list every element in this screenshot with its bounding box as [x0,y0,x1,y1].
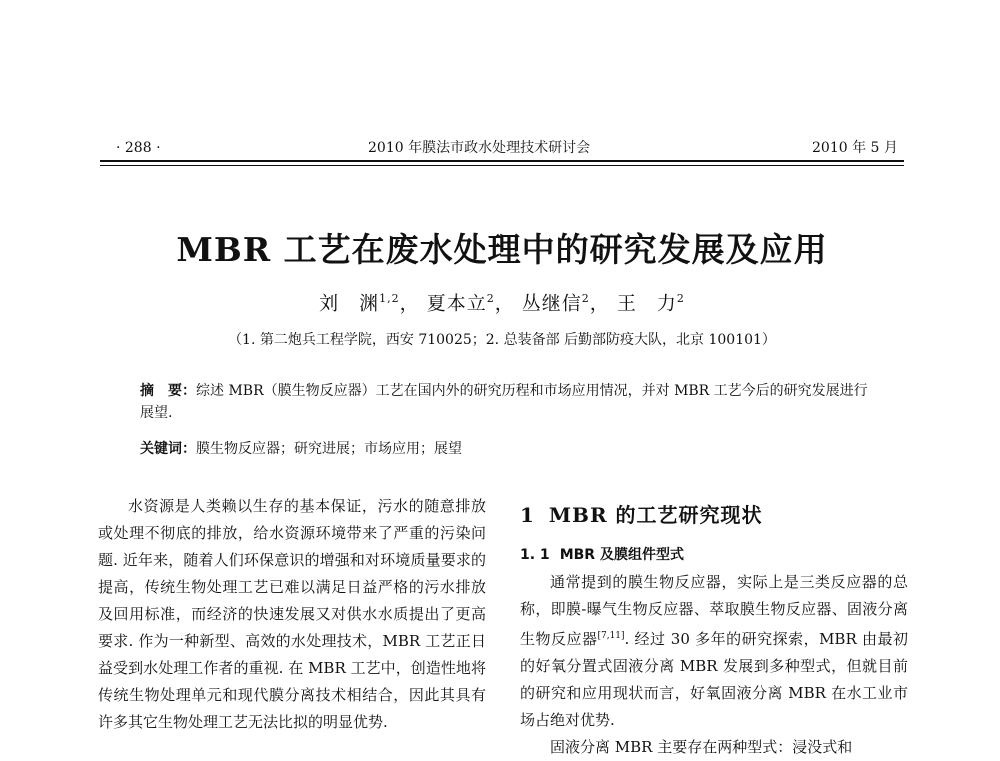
author-name: 刘 渊 [319,292,380,315]
citation-reference: [7,11] [597,631,625,641]
paper-title: MBR 工艺在废水处理中的研究发展及应用 [176,230,828,270]
section-heading [520,500,908,530]
author-affiliation-mark: 2 [676,292,685,305]
keywords-label: 关键词： [140,441,196,457]
abstract-label: 摘 要： [140,383,196,399]
paragraph-text: 通常提到的膜生物反应器，实际上是三类反应器的总称，即膜-曝气生物反应器、萃取膜生物反应器、固液分离生物反应器 [520,573,908,648]
subsection-heading [520,542,908,569]
author-affiliation-mark: 2 [486,292,495,305]
body-paragraph [520,569,908,734]
header-rule-thin [100,165,904,166]
body-column-right [520,500,908,761]
author-affiliation-mark: 1,2 [379,292,400,305]
affiliations: （1. 第二炮兵工程学院，西安 710025；2. 总装备部 后勤部防疫大队，北京 100101） [228,332,776,348]
keywords [140,438,870,460]
author-name: 夏本立 [426,292,487,315]
author-separator: ， [494,292,515,315]
section-title: MBR 的工艺研究现状 [548,503,763,527]
page-number: · 288 · [116,140,161,156]
author-list [100,285,904,317]
author-separator: ， [399,292,420,315]
author-separator: ， [589,292,610,315]
subsection-title: MBR 及膜组件型式 [559,547,684,563]
issue-date: 2010 年 5 月 [812,140,898,156]
author-name: 丛继信 [521,292,582,315]
intro-paragraph: 水资源是人类赖以生存的基本保证，污水的随意排放或处理不彻底的排放，给水资源环境带来了严重的污染问题. 近年来，随着人们环保意识的增强和对环境质量要求的提高，传统生物处理工艺已难以满足日益严格的污水排放及回用标准，而经济的快速发展又对供水水质提出了更高要求. 作为一种新型、高效的水处理技术，MBR 工艺正日益受到水处理工作者的重视. 在 MBR 工艺中，创造性地将传统生物处理单元和现代膜分离技术相结合，因此其具有许多其它生物处理工艺无法比拟的明显优势. [98,497,486,731]
header-rule-thick [100,160,904,162]
body-paragraph: 固液分离 MBR 主要存在两种型式：浸没式和 [550,738,853,756]
subsection-number: 1. 1 [520,547,550,563]
keywords-text: 膜生物反应器；研究进展；市场应用；展望 [196,441,462,457]
abstract-text: 综述 MBR（膜生物反应器）工艺在国内外的研究历程和市场应用情况，并对 MBR 工艺今后的研究发展进行展望. [140,383,868,421]
author-affiliation-mark: 2 [581,292,590,305]
abstract [140,380,870,424]
paragraph-text: . 经过 30 多年的研究探索，MBR 由最初的好氧分置式固液分离 MBR 发展到多种型式，但就目前的研究和应用现状而言，好氧固液分离 MBR 在水工业市场占绝对优势. [520,630,908,729]
author-name: 王 力 [616,292,677,315]
journal-name: 2010 年膜法市政水处理技术研讨会 [368,140,591,156]
section-number: 1 [520,503,535,527]
body-column-left [98,493,486,736]
